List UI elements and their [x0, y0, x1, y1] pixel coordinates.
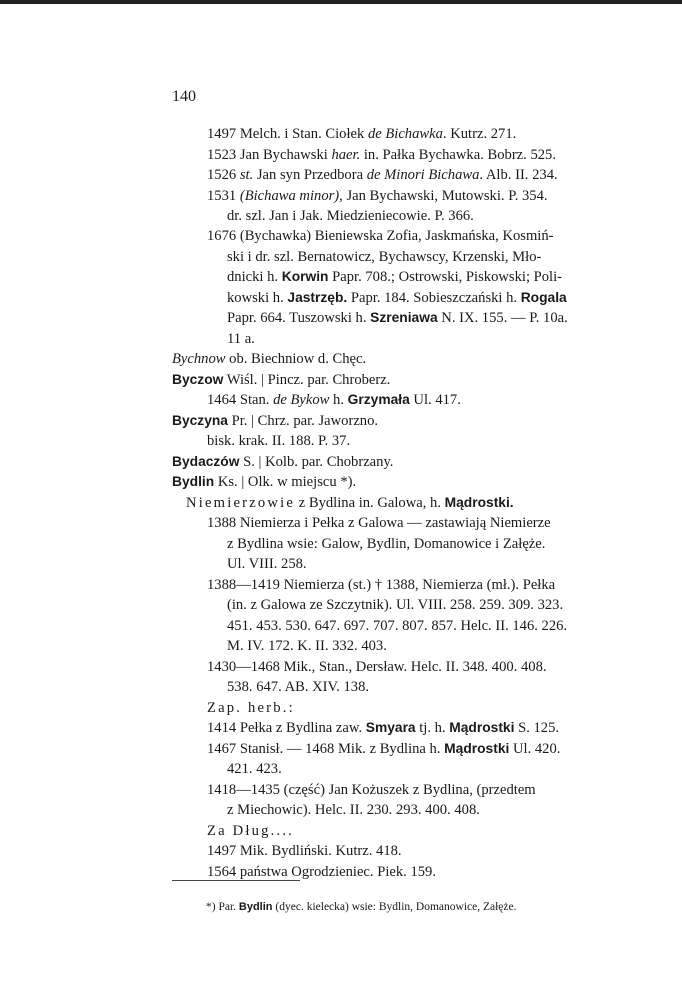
spaced-term: Za Dług....	[207, 823, 295, 839]
text-line	[207, 781, 536, 799]
text-line	[172, 371, 390, 389]
text-line	[227, 678, 369, 696]
bold-term: Mądrostki	[449, 720, 515, 735]
text-line	[207, 146, 556, 164]
text-run: z Miechowic). Helc. II. 230. 293. 400. 408.	[227, 802, 480, 818]
text-line	[227, 555, 307, 573]
bold-term: Korwin	[281, 269, 329, 284]
text-line	[207, 514, 551, 532]
text-line	[207, 842, 402, 860]
text-line	[186, 494, 514, 512]
text-run: M. IV. 172. K. II. 332. 403.	[227, 638, 387, 654]
text-run: 538. 647. AB. XIV. 138.	[227, 679, 370, 695]
text-run: . Alb. II. 234.	[479, 167, 558, 183]
text-line	[207, 740, 560, 758]
text-line	[172, 473, 356, 491]
italic-term: (Bichawa minor)	[239, 188, 340, 204]
text-line	[172, 453, 393, 471]
text-run: S. | Kolb. par. Chobrzany.	[239, 454, 394, 470]
italic-term: de Minori Bichawa	[366, 167, 480, 183]
text-run: in. Pałka Bychawka. Bobrz. 525.	[360, 147, 556, 163]
text-line	[207, 576, 555, 594]
text-run: tj. h.	[415, 720, 450, 736]
text-run: 1676 (Bychawka) Bieniewska Zofia, Jaskmańska, Kosmiń-	[207, 228, 554, 244]
spaced-term: Zap. herb.:	[207, 700, 295, 716]
text-run: 1467 Stanisł. — 1468 Mik. z Bydlina h.	[207, 741, 445, 757]
text-line	[207, 125, 516, 143]
text-run: Papr. 664. Tuszowski h.	[227, 310, 371, 326]
text-run: N. IX. 155. — P. 10a.	[437, 310, 568, 326]
text-run: 451. 453. 530. 647. 697. 707. 807. 857. Helc. II. 146. 226.	[227, 618, 568, 634]
text-line	[227, 617, 567, 635]
text-run: Pr. | Chrz. par. Jaworzno.	[227, 413, 379, 429]
bold-term: Mądrostki	[444, 741, 510, 756]
text-run: dnicki h.	[227, 269, 282, 285]
text-run: Ul. 417.	[409, 392, 461, 408]
text-run: dr. szl. Jan i Jak. Miedzieniecowie. P. 366.	[227, 208, 474, 224]
text-run: Papr. 708.; Ostrowski, Piskowski; Poli-	[328, 269, 563, 285]
bold-term: Byczow	[172, 372, 224, 387]
text-run: (dyec. kielecka) wsie: Bydlin, Domanowice, Załęże.	[272, 901, 517, 913]
page-number: 140	[172, 88, 196, 105]
text-line	[207, 863, 436, 881]
italic-term: st.	[239, 167, 254, 183]
bold-term: Byczyna	[172, 413, 228, 428]
text-run: 1414 Pełka z Bydlina zaw.	[207, 720, 366, 736]
text-run: 1388 Niemierza i Pełka z Galowa — zastawiają Niemierze	[207, 515, 551, 531]
text-run: . Kutrz. 271.	[442, 126, 517, 142]
text-line	[227, 637, 387, 655]
footnote	[206, 898, 517, 916]
bold-term: Bydlin	[238, 901, 273, 913]
text-line	[227, 309, 568, 327]
text-run: 1526	[207, 167, 240, 183]
text-run: 1497 Melch. i Stan. Ciołek	[207, 126, 368, 142]
text-line	[207, 166, 558, 184]
text-line	[227, 535, 545, 553]
bold-term: Smyara	[365, 720, 416, 735]
text-line	[207, 391, 461, 409]
text-run: ski i dr. szl. Bernatowicz, Bychawscy, Krzenski, Mło-	[227, 249, 542, 265]
spaced-term: Niemierzowie	[186, 495, 296, 511]
text-line	[207, 432, 350, 450]
text-run: 1388—1419 Niemierza (st.) † 1388, Niemierza (mł.). Pełka	[207, 577, 556, 593]
text-run: 1430—1468 Mik., Stan., Dersław. Helc. II. 348. 400. 408.	[207, 659, 547, 675]
bold-term: Grzymała	[347, 392, 410, 407]
text-line	[207, 822, 294, 840]
text-run: S. 125.	[514, 720, 560, 736]
text-line	[207, 187, 548, 205]
text-run: z Bydlina in. Galowa, h.	[295, 495, 445, 511]
text-run: 1418—1435 (część) Jan Kożuszek z Bydlina, (przedtem	[207, 782, 536, 798]
text-line	[227, 330, 255, 348]
text-line	[207, 699, 295, 717]
text-line	[227, 760, 282, 778]
text-run: *) Par.	[206, 901, 239, 913]
text-line	[172, 350, 366, 368]
italic-term: de Bichawka	[367, 126, 443, 142]
italic-term: Bychnow	[172, 351, 226, 367]
text-run: Ks. | Olk. w miejscu *).	[214, 474, 357, 490]
text-run: (in. z Galowa ze Szczytnik). Ul. VIII. 258. 259. 309. 323.	[227, 597, 564, 613]
text-line	[207, 719, 559, 737]
text-line	[227, 801, 480, 819]
footnote-rule	[172, 880, 300, 881]
text-run: kowski h.	[227, 290, 288, 306]
text-run: 1497 Mik. Bydliński. Kutrz. 418.	[207, 843, 402, 859]
text-run: 1564 państwa Ogrodzieniec. Piek. 159.	[207, 864, 436, 880]
bold-term: Rogala	[520, 290, 567, 305]
text-line	[227, 268, 562, 286]
bold-term: Bydlin	[172, 474, 215, 489]
text-run: 421. 423.	[227, 761, 282, 777]
text-run: h.	[329, 392, 348, 408]
italic-term: haer.	[331, 147, 361, 163]
text-run: 1523 Jan Bychawski	[207, 147, 332, 163]
bold-term: Bydaczów	[172, 454, 240, 469]
text-run: 1464 Stan.	[207, 392, 274, 408]
text-run: Papr. 184. Sobieszczański h.	[347, 290, 521, 306]
text-run: Ul. 420.	[509, 741, 561, 757]
text-line	[227, 596, 563, 614]
italic-term: de Bykow	[273, 392, 330, 408]
text-run: ob. Biechniow d. Chęc.	[225, 351, 367, 367]
text-line	[172, 412, 378, 430]
text-run: , Jan Bychawski, Mutowski. P. 354.	[339, 188, 548, 204]
text-run: Wiśl. | Pincz. par. Chroberz.	[223, 372, 391, 388]
bold-term: Jastrzęb.	[287, 290, 348, 305]
text-run: 1531	[207, 188, 240, 204]
text-line	[227, 248, 541, 266]
text-run: bisk. krak. II. 188. P. 37.	[207, 433, 351, 449]
text-line	[227, 289, 567, 307]
text-run: Jan syn Przedbora	[253, 167, 367, 183]
text-line	[227, 207, 474, 225]
text-run: z Bydlina wsie: Galow, Bydlin, Domanowice i Załęże.	[227, 536, 546, 552]
text-line	[207, 227, 554, 245]
bold-term: Szreniawa	[370, 310, 438, 325]
text-line	[207, 658, 547, 676]
bold-term: Mądrostki.	[444, 495, 514, 510]
text-run: Ul. VIII. 258.	[227, 556, 307, 572]
text-run: 11 a.	[227, 331, 255, 347]
